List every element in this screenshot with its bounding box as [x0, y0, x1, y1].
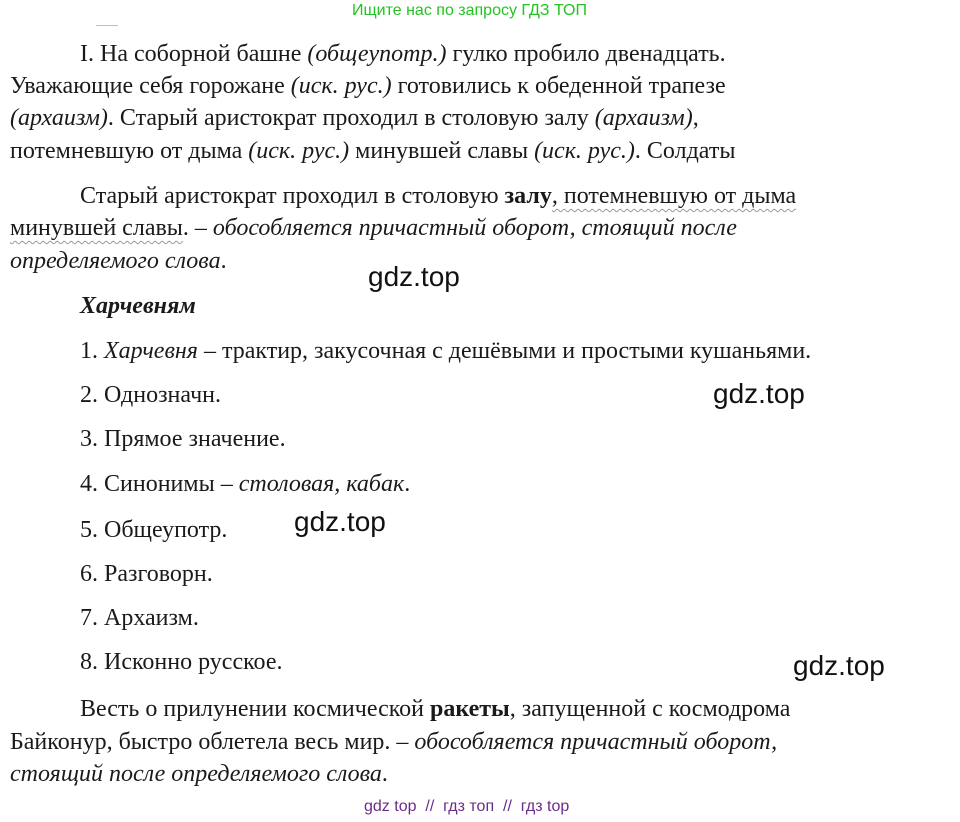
- list-item-6: 6. Разговорн.: [80, 561, 213, 587]
- top-banner[interactable]: Ищите нас по запросу ГДЗ ТОП: [352, 2, 587, 19]
- list-item-3: 3. Прямое значение.: [80, 426, 286, 452]
- para1-line4: потемневшую от дыма (иск. рус.) минувшей славы (иск. рус.). Солдаты: [10, 138, 736, 164]
- para1-line1: I. На соборной башне (общеупотр.) гулко пробило двенадцать.: [80, 41, 726, 67]
- para1-line3: (архаизм). Старый аристократ проходил в столовую залу (архаизм),: [10, 105, 699, 131]
- list-item-8: 8. Исконно русское.: [80, 649, 283, 675]
- para2-line3: определяемого слова.: [10, 248, 227, 274]
- watermark: gdz.top: [793, 650, 885, 681]
- list-item-5: 5. Общеупотр.: [80, 517, 228, 543]
- list-item-4: 4. Синонимы – столовая, кабак.: [80, 471, 411, 497]
- para2-line2: минувшей славы. – обособляется причастный оборот, стоящий после: [10, 215, 737, 241]
- para3-line2: Байконур, быстро облетела весь мир. – обособляется причастный оборот,: [10, 729, 778, 755]
- section-heading: Харчевням: [80, 293, 196, 319]
- para2-line1: Старый аристократ проходил в столовую залу, потемневшую от дыма: [80, 183, 797, 209]
- watermark: gdz.top: [294, 506, 386, 537]
- list-item-7: 7. Архаизм.: [80, 605, 199, 631]
- watermark: gdz.top: [368, 261, 460, 292]
- para3-line3: стоящий после определяемого слова.: [10, 761, 388, 787]
- list-item-1: 1. Харчевня – трактир, закусочная с дешёвыми и простыми кушаньями.: [80, 338, 812, 364]
- list-item-2: 2. Однозначн.: [80, 382, 221, 408]
- para1-line2: Уважающие себя горожане (иск. рус.) готовились к обеденной трапезе: [10, 73, 726, 99]
- para3-line1: Весть о прилунении космической ракеты, запущенной с космодрома: [80, 696, 791, 722]
- page-edge-mark: [96, 25, 118, 26]
- watermark: gdz.top: [713, 378, 805, 409]
- footer-links[interactable]: gdz top // гдз топ // гдз top: [364, 798, 570, 815]
